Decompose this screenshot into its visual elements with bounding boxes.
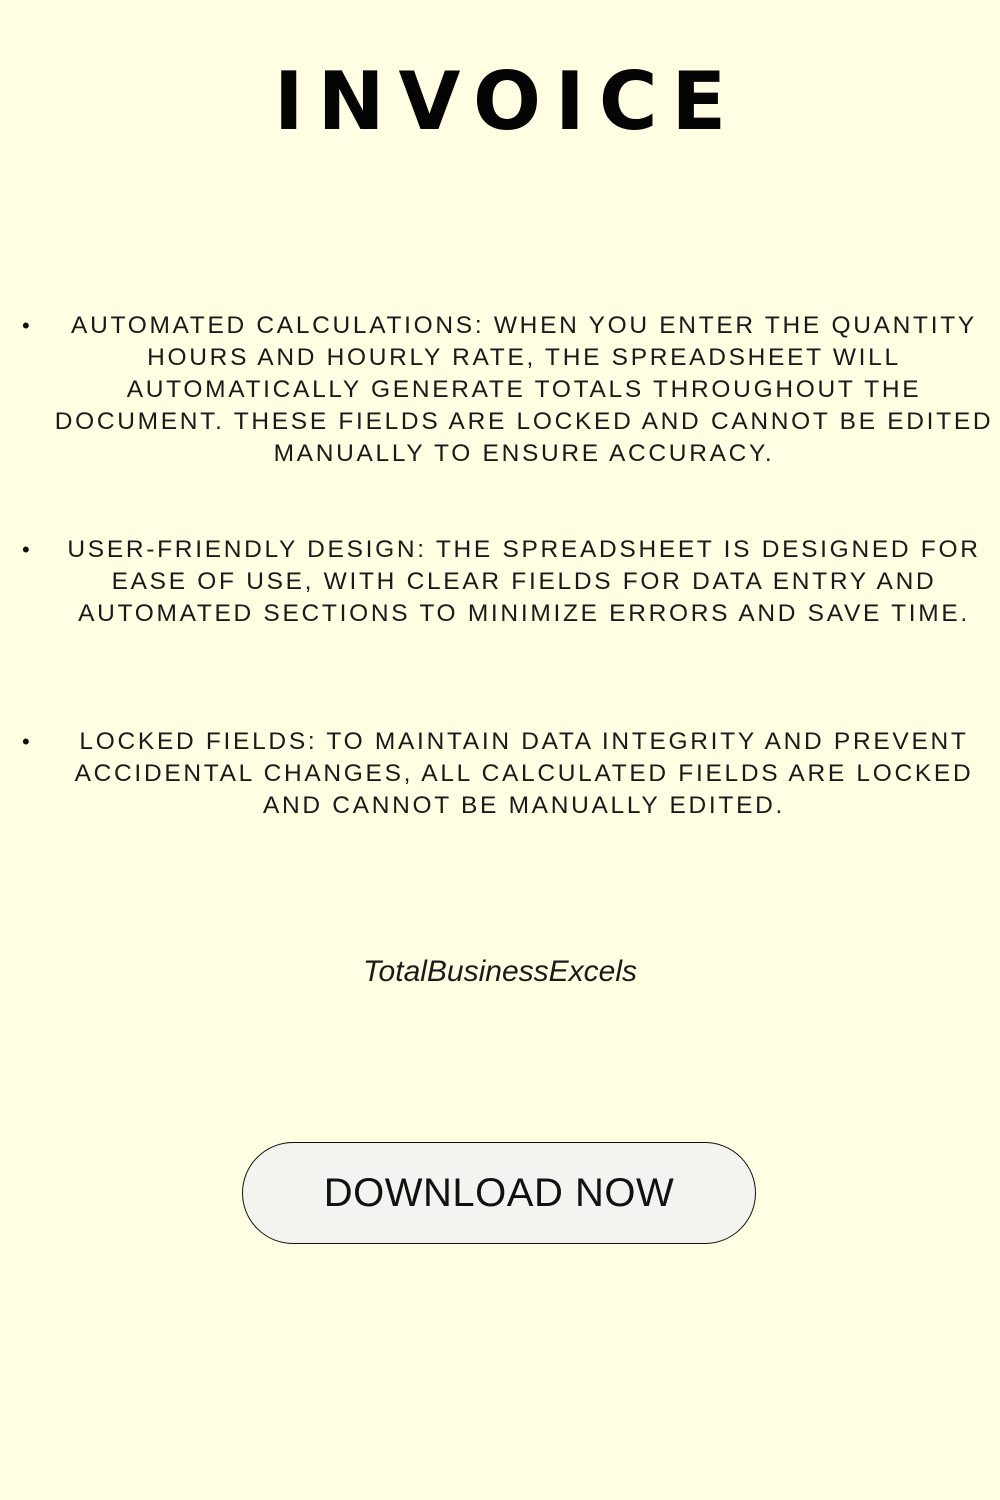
bullet-icon: • xyxy=(22,537,30,562)
feature-text: LOCKED FIELDS: TO MAINTAIN DATA INTEGRITY AND PREVENT ACCIDENTAL CHANGES, ALL CALCULATED FIELDS ARE LOCKED AND CANNOT BE MANUALLY EDITED. xyxy=(74,728,974,819)
download-now-button[interactable] xyxy=(242,1142,756,1244)
bullet-icon: • xyxy=(22,729,30,754)
feature-item-automated-calculations xyxy=(22,310,996,470)
feature-item-locked-fields xyxy=(22,726,996,822)
download-now-label: DOWNLOAD NOW xyxy=(323,1170,675,1215)
feature-text: USER-FRIENDLY DESIGN: THE SPREADSHEET IS DESIGNED FOR EASE OF USE, WITH CLEAR FIELDS FOR DATA ENTRY AND AUTOMATED SECTIONS TO MINIMIZE ERRORS AND SAVE TIME. xyxy=(67,536,981,627)
brand-name: TotalBusinessExcels xyxy=(362,955,638,988)
feature-text: AUTOMATED CALCULATIONS: WHEN YOU ENTER THE QUANTITY HOURS AND HOURLY RATE, THE SPREADSHEET WILL AUTOMATICALLY GENERATE TOTALS THROUGHOUT THE DOCUMENT. THESE FIELDS ARE LOCKED AND CANNOT BE EDITED MANUALLY TO ENSURE ACCURACY. xyxy=(54,312,994,467)
bullet-icon: • xyxy=(22,313,30,338)
feature-item-user-friendly-design xyxy=(22,534,996,630)
page-title: INVOICE xyxy=(273,55,741,148)
